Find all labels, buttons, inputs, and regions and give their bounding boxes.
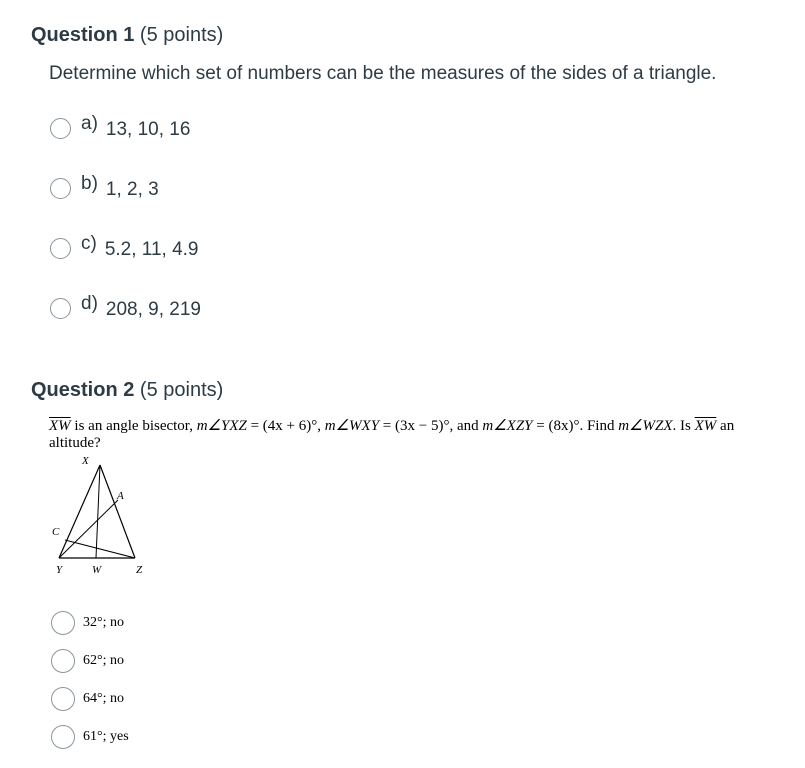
- angle-expr: m∠WXY: [324, 418, 380, 434]
- angle-expr: m∠YXZ: [196, 418, 247, 434]
- segment-ya: [59, 500, 118, 558]
- segment-label: $\overline{XW}$: [49, 418, 71, 434]
- q1-option-b[interactable]: [50, 173, 159, 200]
- question-2-text: [49, 418, 765, 452]
- label-y: Y: [56, 564, 63, 576]
- question-1-title: Question 1: [31, 24, 135, 46]
- radio-button[interactable]: [51, 649, 75, 673]
- question-2-points: (5 points): [139, 379, 224, 401]
- segment-zc: [65, 540, 135, 558]
- radio-button[interactable]: [50, 118, 71, 139]
- option-answer: 13, 10, 16: [105, 119, 191, 140]
- option-answer: 61°; yes: [83, 729, 129, 744]
- question-2-title: Question 2: [31, 379, 135, 401]
- question-1-points: (5 points): [139, 24, 224, 46]
- option-answer: 208, 9, 219: [105, 299, 201, 320]
- q2-option-3[interactable]: [51, 687, 124, 711]
- label-w: W: [92, 564, 102, 576]
- q2-option-4[interactable]: [51, 725, 129, 749]
- question-1-text: Determine which set of numbers can be the measures of the sides of a triangle.: [49, 63, 717, 84]
- side-xz: [100, 465, 135, 558]
- prompt-text: = (4x + 6)°,: [246, 418, 325, 434]
- radio-button[interactable]: [51, 687, 75, 711]
- q2-option-1[interactable]: [51, 611, 124, 635]
- radio-button[interactable]: [50, 238, 71, 259]
- prompt-text: = (8x)°. Find: [532, 418, 619, 434]
- segment-xw: [96, 465, 100, 558]
- radio-button[interactable]: [51, 611, 75, 635]
- option-letter: d): [81, 293, 98, 314]
- option-answer: 62°; no: [83, 653, 124, 668]
- option-answer: 5.2, 11, 4.9: [104, 239, 199, 260]
- radio-button[interactable]: [51, 725, 75, 749]
- q1-option-d[interactable]: [50, 293, 201, 320]
- label-a: A: [117, 490, 124, 502]
- option-letter: b): [81, 173, 98, 194]
- angle-expr: m∠XZY: [482, 418, 533, 434]
- label-c: C: [52, 526, 60, 538]
- option-answer: 1, 2, 3: [105, 179, 159, 200]
- label-z: Z: [136, 564, 143, 576]
- prompt-text: is an angle bisector,: [70, 418, 197, 434]
- label-x: X: [82, 455, 89, 467]
- triangle-diagram: [45, 452, 165, 577]
- angle-expr: m∠WZX: [618, 418, 673, 434]
- question-2-header: [31, 379, 223, 402]
- prompt-text: . Is: [672, 418, 695, 434]
- question-1-header: [31, 24, 223, 47]
- option-answer: 32°; no: [83, 615, 124, 630]
- segment-label: $\overline{XW}$: [694, 418, 717, 434]
- option-answer: 64°; no: [83, 691, 124, 706]
- q1-option-a[interactable]: [50, 113, 191, 140]
- prompt-text: = (3x − 5)°, and: [379, 418, 483, 434]
- option-letter: a): [81, 113, 98, 134]
- radio-button[interactable]: [50, 178, 71, 199]
- q1-option-c[interactable]: [50, 233, 199, 260]
- prompt-text: an altitude?: [49, 418, 735, 451]
- q2-option-2[interactable]: [51, 649, 124, 673]
- radio-button[interactable]: [50, 298, 71, 319]
- option-letter: c): [81, 233, 97, 254]
